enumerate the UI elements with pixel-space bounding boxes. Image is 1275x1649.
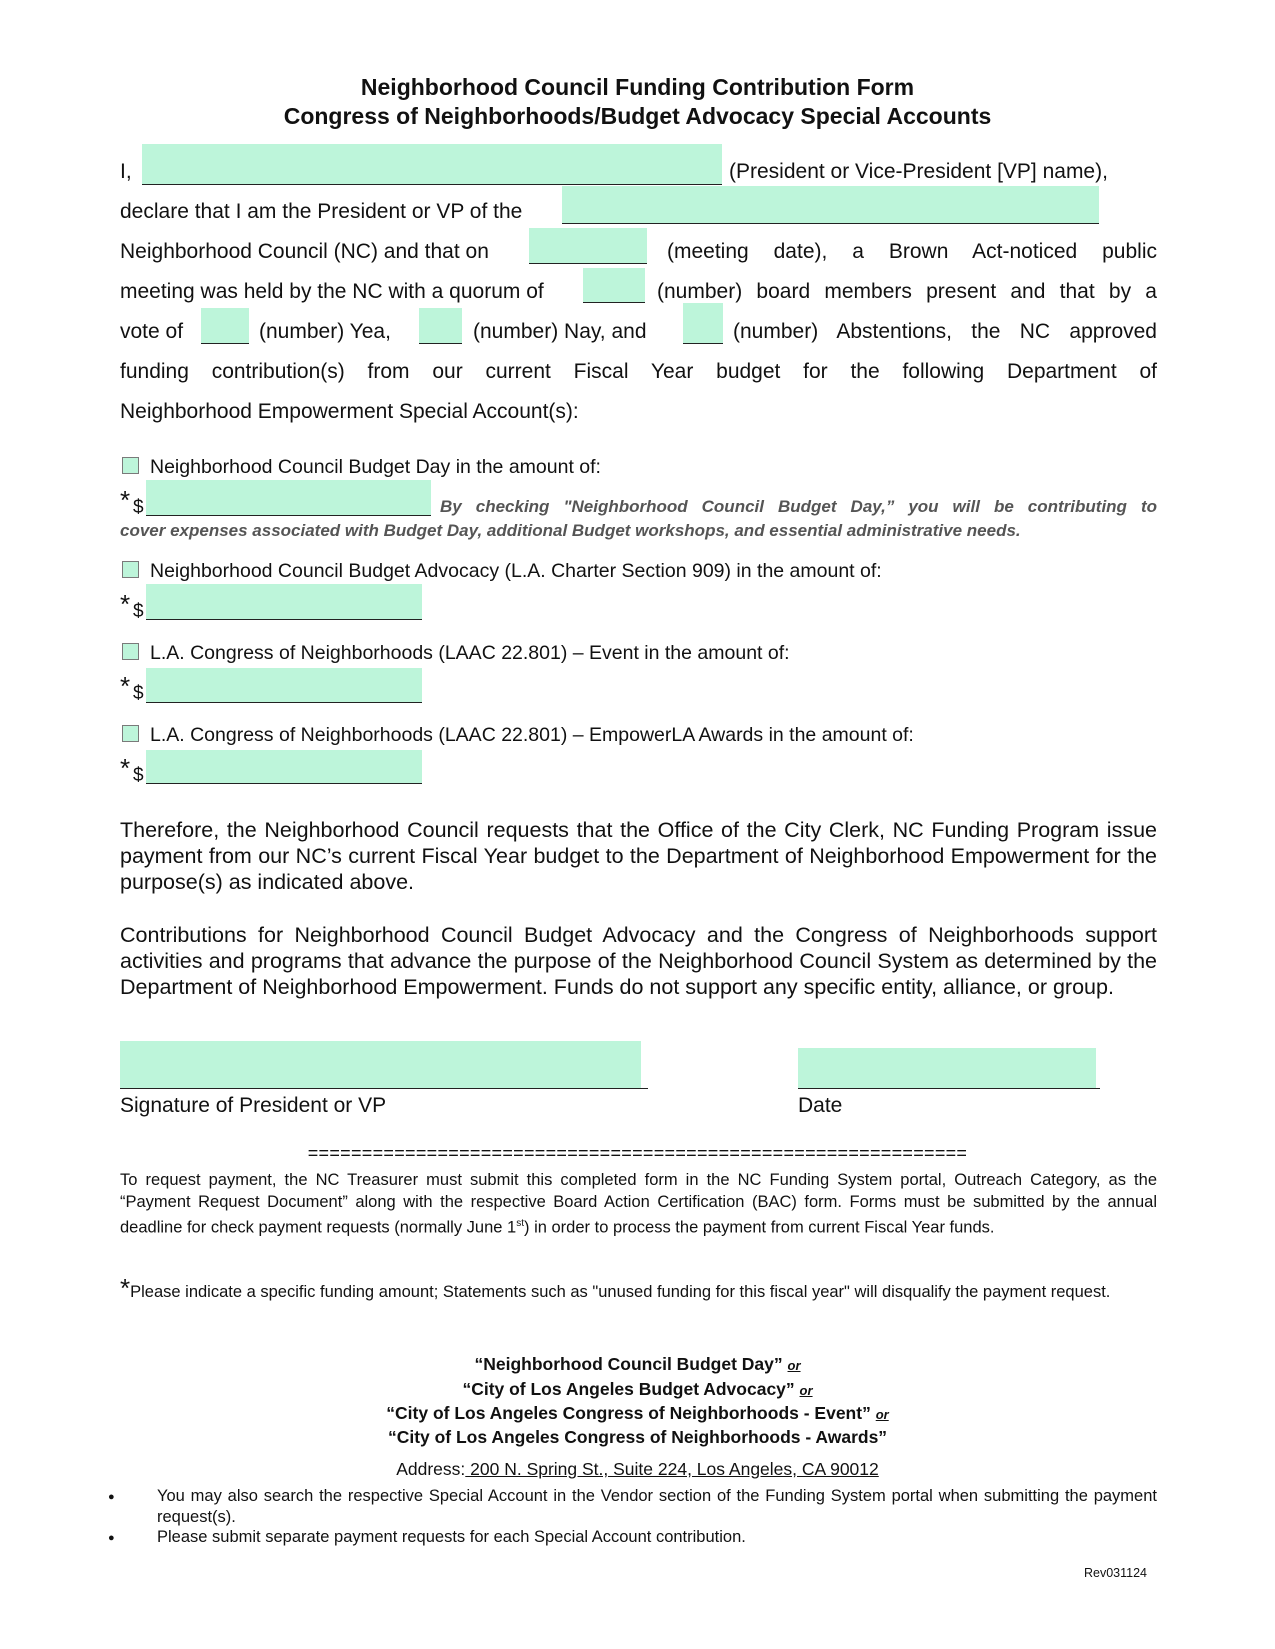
budget-day-checkbox[interactable]	[122, 457, 139, 474]
congress-event-amount-field[interactable]	[146, 668, 422, 703]
date-label: Date	[798, 1094, 843, 1117]
payee-or: or	[787, 1358, 801, 1373]
meeting-text: (meeting date), a Brown Act-noticed public	[667, 240, 1157, 263]
congress-awards-dollar: $	[133, 765, 144, 786]
bullet-item: Please submit separate payment requests for each Special Account contribution.	[157, 1528, 746, 1546]
bullet-icon: ●	[108, 1532, 115, 1544]
budget-advocacy-checkbox[interactable]	[122, 561, 139, 578]
nc-text: Neighborhood Council (NC) and that on	[120, 240, 489, 263]
congress-awards-star: *	[120, 753, 131, 783]
instructions-after: ) in order to process the payment from current Fiscal Year funds.	[524, 1218, 995, 1237]
date-line	[798, 1088, 1100, 1089]
payee-or: or	[799, 1383, 813, 1398]
payee-name: “City of Los Angeles Congress of Neighborhoods - Awards”	[387, 1427, 888, 1447]
signature-field[interactable]	[120, 1041, 641, 1088]
signature-line	[120, 1088, 648, 1089]
congress-awards-checkbox[interactable]	[122, 725, 139, 742]
payee-budget-advocacy	[0, 1379, 1275, 1400]
payee-name: “City of Los Angeles Congress of Neighborhoods - Event”	[386, 1403, 871, 1423]
special-accounts-line: Neighborhood Empowerment Special Account(s):	[120, 400, 579, 423]
therefore-paragraph: Therefore, the Neighborhood Council requests that the Office of the City Clerk, NC Funding Program issue payment from our NC’s current Fiscal Year budget to the Department of Neighborhood Empowerment for the purpose(s) as indicated above.	[120, 818, 1157, 894]
i-prefix: I,	[120, 160, 132, 183]
payee-congress-awards	[0, 1427, 1275, 1448]
instructions-before: To request payment, the NC Treasurer must submit this completed form in the NC Funding System portal, Outreach Category, as the “Payment Request Document” along with the respective Board Action Certification (BAC) form. Forms must be submitted by the annual deadline for check payment requests (normally June 1	[120, 1171, 1157, 1237]
congress-event-label: L.A. Congress of Neighborhoods (LAAC 22.801) – Event in the amount of:	[150, 642, 790, 664]
yea-count-field[interactable]	[201, 308, 249, 344]
congress-awards-label: L.A. Congress of Neighborhoods (LAAC 22.801) – EmpowerLA Awards in the amount of:	[150, 724, 914, 746]
budget-advocacy-label: Neighborhood Council Budget Advocacy (L.A. Charter Section 909) in the amount of:	[150, 560, 882, 582]
payee-or: or	[875, 1407, 889, 1422]
budget-day-note-continued: cover expenses associated with Budget Day, additional Budget workshops, and essential administrative needs.	[120, 521, 1021, 540]
form-title: Neighborhood Council Funding Contribution Form	[360, 74, 915, 100]
name-suffix: (President or Vice-President [VP] name),	[729, 160, 1108, 183]
board-text: (number) board members present and that by a	[657, 280, 1157, 303]
budget-day-note: By checking "Neighborhood Council Budget Day,” you will be contributing to	[440, 497, 1157, 516]
disclaimer-body: Please indicate a specific funding amount; Statements such as "unused funding for this fiscal year" will disqualify the payment request.	[130, 1283, 1111, 1301]
nay-text: (number) Nay, and	[473, 320, 647, 343]
budget-day-amount-field[interactable]	[146, 480, 431, 516]
president-name-field[interactable]	[142, 144, 722, 185]
quorum-text: meeting was held by the NC with a quorum of	[120, 280, 544, 303]
payee-budget-day	[0, 1354, 1275, 1375]
payee-name: “City of Los Angeles Budget Advocacy”	[462, 1379, 795, 1399]
disclaimer-text	[120, 1273, 1157, 1304]
nay-count-field[interactable]	[419, 308, 462, 344]
date-field[interactable]	[798, 1048, 1096, 1088]
disclaimer-star: *	[120, 1273, 131, 1303]
bullet-icon: ●	[108, 1491, 115, 1503]
budget-day-dollar: $	[133, 497, 144, 518]
payee-name: “Neighborhood Council Budget Day”	[474, 1354, 783, 1374]
form-subtitle: Congress of Neighborhoods/Budget Advocacy Special Accounts	[283, 103, 992, 129]
address	[0, 1459, 1275, 1480]
meeting-date-field[interactable]	[529, 228, 647, 264]
address-label: Address:	[396, 1459, 466, 1479]
funding-line: funding contribution(s) from our current Fiscal Year budget for the following Department of	[120, 360, 1157, 383]
budget-day-star: *	[120, 485, 131, 515]
congress-event-dollar: $	[133, 683, 144, 704]
instructions-sup: st	[516, 1218, 524, 1229]
budget-day-label: Neighborhood Council Budget Day in the amount of:	[150, 456, 601, 478]
instructions-text	[120, 1170, 1157, 1239]
abstention-text: (number) Abstentions, the NC approved	[733, 320, 1157, 343]
revision-code: Rev031124	[1084, 1566, 1148, 1580]
address-value: 200 N. Spring St., Suite 224, Los Angeles, CA 90012	[465, 1459, 879, 1479]
quorum-number-field[interactable]	[583, 268, 645, 303]
nc-name-field[interactable]	[562, 186, 1099, 224]
budget-advocacy-dollar: $	[133, 601, 144, 622]
congress-event-star: *	[120, 671, 131, 701]
divider: =============================================================	[307, 1143, 968, 1163]
payee-congress-event	[0, 1403, 1275, 1424]
budget-advocacy-amount-field[interactable]	[146, 584, 422, 620]
signature-label: Signature of President or VP	[120, 1094, 387, 1117]
congress-awards-amount-field[interactable]	[146, 750, 422, 784]
declare-text: declare that I am the President or VP of the	[120, 200, 523, 223]
yea-text: (number) Yea,	[259, 320, 391, 343]
congress-event-checkbox[interactable]	[122, 643, 139, 660]
vote-of-text: vote of	[120, 320, 184, 343]
bullet-item: You may also search the respective Special Account in the Vendor section of the Funding System portal when submitting the payment request(s).	[157, 1487, 1157, 1526]
abstention-count-field[interactable]	[683, 303, 723, 344]
budget-advocacy-star: *	[120, 589, 131, 619]
contributions-paragraph: Contributions for Neighborhood Council Budget Advocacy and the Congress of Neighborhoods support activities and programs that advance the purpose of the Neighborhood Council System as determined by the Department of Neighborhood Empowerment. Funds do not support any specific entity, alliance, or group.	[120, 923, 1157, 999]
